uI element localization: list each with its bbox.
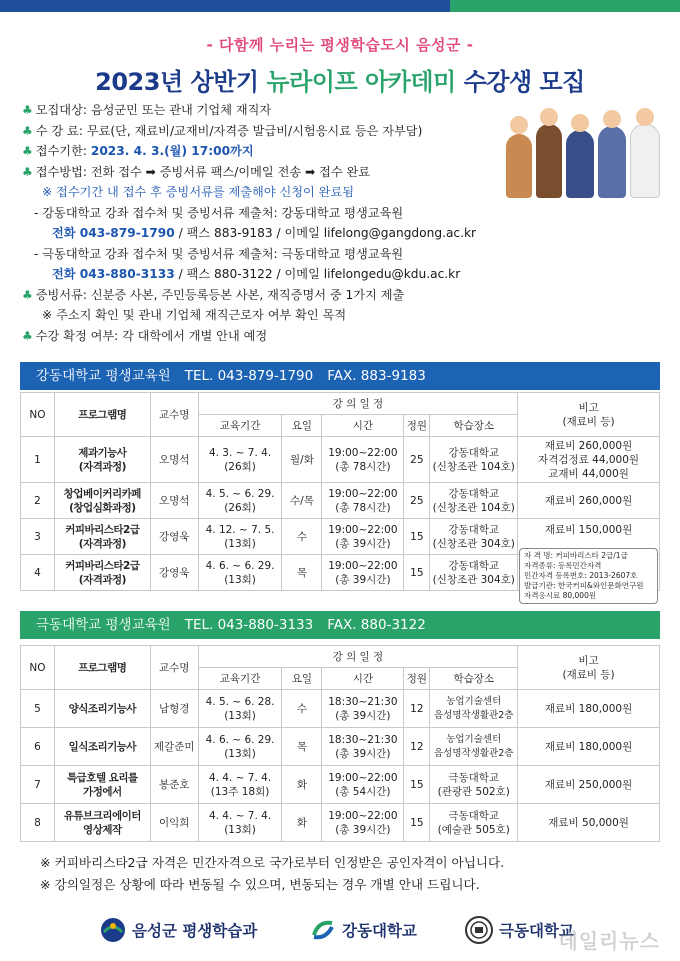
program-line: 가정에서 [83,785,122,798]
col-capacity: 정원 [404,668,430,690]
row-remarks: 재료비 180,000원 [518,728,660,766]
place-line: 음성명작생활관2층 [434,709,514,721]
gangdong-logo [310,912,417,948]
col-period: 교육기간 [198,415,282,437]
col-time: 시간 [322,415,404,437]
row-place [430,483,518,519]
kukdong-logo-text: 극동대학교 [499,922,574,940]
kukdong-phone: 전화 043-880-3133 [52,267,175,281]
title-part2: 수강생 모집 [455,68,585,96]
row-program [54,690,150,728]
time-line: (총 39시간) [335,823,391,836]
row-place [430,728,518,766]
period-line: (13회) [224,573,256,586]
col-program: 프로그램명 [54,646,150,690]
program-line: (자격과정) [78,537,126,550]
col-place: 학습장소 [430,668,518,690]
row-period [198,690,282,728]
time-line: (총 78시간) [335,501,391,514]
club-bullet-icon: ♣ [22,144,33,158]
info-confirm [22,326,662,347]
kukdong-fax-email: / 팩스 880-3122 / 이메일 lifelongedu@kdu.ac.kr [174,267,461,281]
row-no: 4 [21,555,55,591]
club-bullet-icon: ♣ [22,103,33,117]
club-bullet-icon: ♣ [22,164,33,179]
place-line: (관광관 502호) [437,785,510,798]
row-day: 화 [282,766,322,804]
period-line: (13회) [224,747,256,760]
row-period [198,555,282,591]
deadline-label: 접수기한: [35,144,91,158]
col-day: 요일 [282,415,322,437]
place-line: 농업기술센터 [446,733,502,745]
table-row [21,437,660,483]
row-instructor: 제갈준미 [150,728,198,766]
deadline-value: 2023. 4. 3.(월) 17:00까지 [90,144,254,158]
row-program [54,555,150,591]
row-time [322,519,404,555]
period-line: 4. 6. ~ 6. 29. [205,559,275,572]
row-no: 8 [21,804,55,842]
place-line: (신창조관 304호) [432,573,515,586]
row-instructor: 강영욱 [150,519,198,555]
col-remarks [518,393,660,437]
period-line: (26회) [224,460,256,473]
remarks-label: 비고 [578,401,599,414]
period-line: 4. 4. ~ 7. 4. [208,809,272,822]
row-capacity: 15 [404,804,430,842]
program-line: 제과기능사 [78,446,127,459]
row-instructor: 강영욱 [150,555,198,591]
place-line: (신창조관 104호) [432,501,515,514]
eumseong-logo [100,912,257,948]
row-place [430,690,518,728]
kukdong-place: - 극동대학교 강좌 접수처 및 증빙서류 제출처: 극동대학교 평생교육원 [34,246,404,261]
info-fee-text: 수 강 료: 무료(단, 재료비/교재비/자격증 발급비/시험응시료 등은 자부담) [35,123,423,138]
row-capacity: 12 [404,728,430,766]
row-remarks: 재료비 180,000원 [518,690,660,728]
section-fax: FAX. 880-3122 [327,617,426,633]
gangdong-contact [22,223,662,244]
row-place [430,804,518,842]
club-bullet-icon: ♣ [22,287,33,302]
col-program: 프로그램명 [54,393,150,437]
docs-note: ※ 주소지 확인 및 관내 기업체 재직근로자 여부 확인 목적 [42,308,347,322]
program-line: (창업심화과정) [69,501,136,514]
kukdong-seal-icon [465,916,493,944]
row-remarks: 재료비 50,000원 [518,804,660,842]
row-no: 7 [21,766,55,804]
time-line: (총 39시간) [335,747,391,760]
row-no: 1 [21,437,55,483]
place-line: 농업기술센터 [446,695,502,707]
row-remarks: 재료비 260,000원 [518,483,660,519]
eumseong-logo-text: 음성군 평생학습과 [132,922,258,940]
period-line: (13회) [224,709,256,722]
kukdong-section-header [20,611,660,639]
time-line: 18:30~21:30 [328,695,398,708]
col-time: 시간 [322,668,404,690]
kukdong-schedule-table [20,645,660,842]
time-line: (총 78시간) [335,460,391,473]
row-day: 수/목 [282,483,322,519]
info-target [22,100,662,121]
program-line: (자격과정) [78,573,126,586]
time-line: 18:30~21:30 [328,733,398,746]
time-line: 19:00~22:00 [328,559,398,572]
period-line: 4. 4. ~ 7. 4. [208,771,272,784]
poster-subtitle: - 다함께 누리는 평생학습도시 음성군 - [206,36,474,54]
club-bullet-icon: ♣ [22,328,33,343]
col-instructor: 교수명 [150,393,198,437]
col-capacity: 정원 [404,415,430,437]
program-line: 영상제작 [83,823,122,836]
period-line: (13주 18회) [210,785,270,798]
row-day: 월/화 [282,437,322,483]
table-row [21,766,660,804]
program-line: 커피바리스타2급 [65,559,140,572]
row-day: 목 [282,728,322,766]
row-capacity: 15 [404,766,430,804]
row-no: 3 [21,519,55,555]
row-instructor: 남형경 [150,690,198,728]
poster-title [0,62,680,97]
remark-line: 교재비 44,000원 [548,467,629,480]
method-note: ※ 접수기간 내 접수 후 증빙서류를 제출해야 신청이 완료됨 [42,185,354,199]
table-header-row [21,393,660,415]
place-line: 강동대학교 [448,523,500,536]
table-row [21,804,660,842]
period-line: 4. 12. ~ 7. 5. [205,523,275,536]
info-method [22,162,662,183]
qualification-info-box [519,548,658,604]
row-period [198,437,282,483]
top-bar-blue [0,0,450,12]
row-place [430,519,518,555]
info-confirm-text: 수강 확정 여부: 각 대학에서 개별 안내 예정 [35,328,268,343]
time-line: 19:00~22:00 [328,446,398,459]
eumseong-emblem-icon [100,917,126,943]
row-program [54,766,150,804]
section-tel: TEL. 043-880-3133 [184,617,314,633]
place-line: (신창조관 304호) [432,537,515,550]
row-day: 목 [282,555,322,591]
time-line: 19:00~22:00 [328,809,398,822]
remark-line: 재료비 150,000원 [544,524,633,536]
section-name: 극동대학교 평생교육원 [36,617,171,633]
gangdong-place: - 강동대학교 강좌 접수처 및 증빙서류 제출처: 강동대학교 평생교육원 [34,205,404,220]
place-line: 강동대학교 [448,446,500,459]
title-part1: 2023년 상반기 [95,68,267,96]
program-line: (자격과정) [78,460,126,473]
gangdong-fax-email: / 팩스 883-9183 / 이메일 lifelong@gangdong.ac.kr [174,226,477,240]
recruitment-info [22,100,662,346]
row-time [322,483,404,519]
qual-line: 자 격 명: 커피바리스타 2급/1급 [524,551,628,560]
col-no: NO [21,393,55,437]
place-line: 강동대학교 [448,487,500,500]
program-line: 커피바리스타2급 [65,523,140,536]
row-no: 2 [21,483,55,519]
row-remarks [518,437,660,483]
row-program [54,519,150,555]
row-no: 5 [21,690,55,728]
time-line: (총 54시간) [335,785,391,798]
info-docs-text: 증빙서류: 신분증 사본, 주민등록등본 사본, 재직증명서 중 1가지 제출 [35,287,405,302]
info-target-text: 모집대상: 음성군민 또는 관내 기업체 재직자 [35,103,272,117]
row-program [54,483,150,519]
place-line: 극동대학교 [448,809,500,822]
col-schedule: 강 의 일 정 [198,393,518,415]
section-name: 강동대학교 평생교육원 [36,368,171,384]
col-place: 학습장소 [430,415,518,437]
col-day: 요일 [282,668,322,690]
footnote-qualification: ※ 커피바리스타2급 자격은 민간자격으로 국가로부터 인정받은 공인자격이 아닙니다. [40,855,505,870]
program-line: 일식조리기능사 [68,740,137,753]
row-time [322,437,404,483]
row-instructor: 오명석 [150,483,198,519]
place-line: 극동대학교 [448,771,500,784]
info-fee [22,121,662,142]
row-instructor: 오명석 [150,437,198,483]
row-program [54,804,150,842]
row-period [198,728,282,766]
section-tel: TEL. 043-879-1790 [184,368,314,384]
time-line: 19:00~22:00 [328,487,398,500]
qual-line: 자격응시료 80,000원 [524,591,597,600]
remarks-sub: (재료비 등) [562,415,615,428]
time-line: (총 39시간) [335,537,391,550]
period-line: 4. 6. ~ 6. 29. [205,733,275,746]
row-capacity: 12 [404,690,430,728]
info-docs [22,285,662,306]
row-time [322,728,404,766]
col-remarks [518,646,660,690]
qual-line: 자격종류: 등록민간자격 [524,561,602,570]
qual-line: 발급기관: 한국커피&와인문화연구원 [524,581,644,590]
period-line: (13회) [224,823,256,836]
col-period: 교육기간 [198,668,282,690]
gangdong-section-header [20,362,660,390]
place-line: (예술관 505호) [437,823,510,836]
row-remarks: 재료비 250,000원 [518,766,660,804]
row-period [198,483,282,519]
remarks-sub: (재료비 등) [562,668,615,681]
section-fax: FAX. 883-9183 [327,368,426,384]
program-line: 유튜브크리에이터 [63,809,141,822]
table-row [21,690,660,728]
row-day: 화 [282,804,322,842]
remark-line: 재료비 260,000원 [544,439,633,452]
row-instructor: 이익희 [150,804,198,842]
news-watermark: 데일리뉴스 [558,929,660,953]
row-time [322,555,404,591]
row-period [198,519,282,555]
period-line: (13회) [224,537,256,550]
table-row [21,483,660,519]
col-schedule: 강 의 일 정 [198,646,518,668]
top-color-bar [0,0,680,12]
row-time [322,766,404,804]
period-line: 4. 3. ~ 7. 4. [208,446,272,459]
remark-line: 자격검정료 44,000원 [538,453,640,466]
time-line: (총 39시간) [335,709,391,722]
period-line: 4. 5. ~ 6. 29. [205,487,275,500]
row-place [430,555,518,591]
gangdong-emblem-icon [310,917,336,943]
place-line: 강동대학교 [448,559,500,572]
row-program [54,728,150,766]
remarks-label: 비고 [578,654,599,667]
program-line: 양식조리기능사 [68,702,137,715]
table-header-row [21,646,660,668]
row-program [54,437,150,483]
gangdong-phone: 전화 043-879-1790 [52,226,175,240]
footnote-schedule-change: ※ 강의일정은 상황에 따라 변동될 수 있으며, 변동되는 경우 개별 안내 드립니다. [40,877,480,892]
info-deadline [22,141,662,162]
gangdong-logo-text: 강동대학교 [342,922,417,940]
row-time [322,690,404,728]
row-capacity: 25 [404,437,430,483]
row-capacity: 15 [404,555,430,591]
row-capacity: 15 [404,519,430,555]
place-line: (신창조관 104호) [432,460,515,473]
footnotes [40,852,504,896]
program-line: 창업베이커리카페 [63,487,141,500]
row-day: 수 [282,519,322,555]
kukdong-contact [22,264,662,285]
row-no: 6 [21,728,55,766]
period-line: (26회) [224,501,256,514]
time-line: 19:00~22:00 [328,523,398,536]
time-line: 19:00~22:00 [328,771,398,784]
row-place [430,437,518,483]
program-line: 특급호텔 요리를 [67,771,138,784]
top-bar-green [450,0,680,12]
place-line: 음성명작생활관2층 [434,747,514,759]
row-period [198,766,282,804]
row-instructor: 봉준호 [150,766,198,804]
title-highlight: 뉴라이프 아카데미 [266,68,456,96]
col-instructor: 교수명 [150,646,198,690]
time-line: (총 39시간) [335,573,391,586]
row-period [198,804,282,842]
qual-line: 민간자격 등록번호: 2013-2607호 [524,571,638,580]
row-time [322,804,404,842]
col-no: NO [21,646,55,690]
info-method-text: 접수방법: 전화 접수 ➡ 증빙서류 팩스/이메일 전송 ➡ 접수 완료 [35,164,371,179]
table-row [21,728,660,766]
row-place [430,766,518,804]
period-line: 4. 5. ~ 6. 28. [205,695,275,708]
club-bullet-icon: ♣ [22,123,33,138]
row-day: 수 [282,690,322,728]
row-capacity: 25 [404,483,430,519]
